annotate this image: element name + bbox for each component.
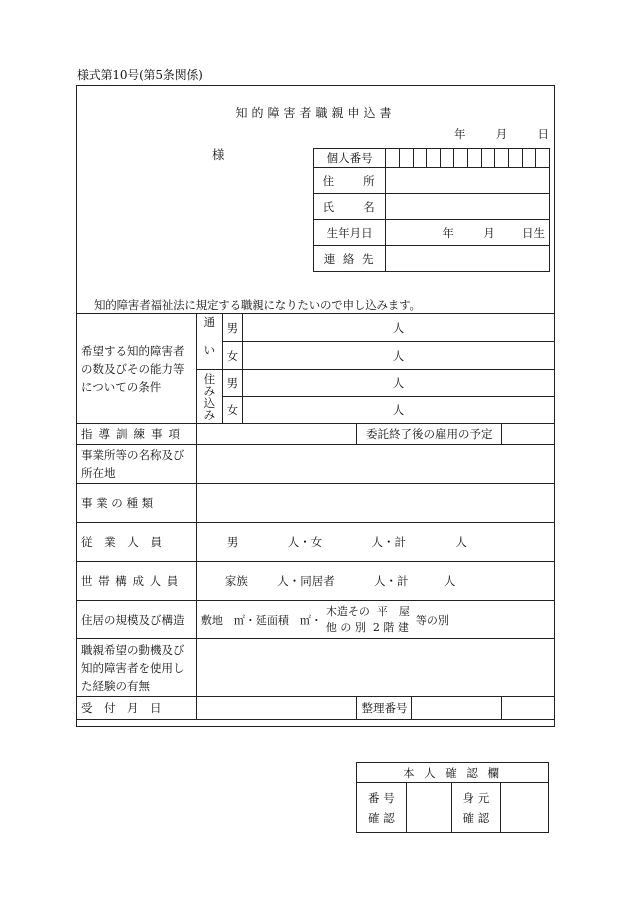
confirmation-title: 本 人 確 認 欄 (357, 763, 549, 783)
address-label: 住 所 (314, 168, 386, 194)
commute-female-label: 女 (222, 342, 242, 370)
personal-number-digit[interactable] (522, 149, 536, 168)
household-family: 家族 (224, 574, 248, 588)
reference-number-cell (357, 697, 502, 720)
address-field[interactable] (386, 168, 550, 194)
business-name-label: 事業所等の名称及び所在地 (77, 445, 197, 484)
applicant-info-table (313, 148, 550, 272)
household-persons-cohabitant: 人・同居者 (277, 574, 335, 588)
employees-persons-female: 人・女 (287, 535, 323, 549)
guidance-label: 指導訓練事項 (77, 424, 197, 445)
personal-number-digit[interactable] (508, 149, 522, 168)
identity-confirm-field[interactable] (501, 783, 549, 833)
identity-confirm-line-2: 確 認 (462, 810, 490, 825)
household-field[interactable] (196, 562, 554, 601)
received-date-label: 受 付 月 日 (77, 697, 197, 720)
business-name-field[interactable] (196, 445, 554, 484)
form-number-label: 様式第10号(第5条関係) (77, 68, 203, 82)
application-date (454, 126, 549, 142)
household-label: 世 帯 構 成 人 員 (77, 562, 197, 601)
employees-label: 従 業 人 員 (77, 523, 197, 562)
personal-number-digit[interactable] (399, 149, 413, 168)
application-statement: 知的障害者福祉法に規定する職親になりたいので申し込みます。 (94, 298, 421, 312)
residence-two-story: 2 階 建 (372, 620, 409, 634)
residence-distinction: 等の別 (415, 613, 449, 627)
addressee-suffix: 様 (212, 147, 225, 162)
day-label: 日 (537, 127, 549, 141)
identity-confirmation-box (356, 762, 549, 833)
month-label: 月 (495, 127, 508, 141)
birthdate-field[interactable] (386, 220, 550, 246)
employees-persons: 人 (455, 535, 467, 549)
business-type-label: 事 業 の 種 類 (77, 484, 197, 523)
guidance-field[interactable] (196, 424, 357, 445)
livein-male-persons[interactable]: 人 (242, 370, 554, 397)
identity-confirm-line-1: 身 元 (462, 790, 490, 805)
employment-after-field[interactable] (502, 424, 555, 445)
personal-number-digit[interactable] (495, 149, 509, 168)
employment-after-label: 委託終了後の雇用の予定 (357, 424, 502, 445)
conditions-label: 希望する知的障害者の数及びその能力等についての条件 (77, 314, 197, 424)
birth-month-label: 月 (483, 225, 495, 240)
commute-char-1: 通 (203, 315, 216, 329)
residence-site: 敷地 ㎡・延面積 ㎡・ (200, 613, 322, 627)
reference-number-extra[interactable] (502, 697, 555, 720)
personal-number-digit[interactable] (481, 149, 495, 168)
residence-label: 住居の規模及び構造 (77, 601, 197, 639)
birthdate-label: 生年月日 (314, 220, 386, 246)
number-confirm-line-2: 確 認 (368, 810, 395, 825)
reference-number-field[interactable] (412, 697, 501, 719)
livein-female-label: 女 (222, 397, 242, 424)
commute-male-label: 男 (222, 314, 242, 342)
residence-field[interactable] (196, 601, 554, 639)
residence-wooden: 木造その (325, 604, 370, 618)
livein-male-label: 男 (222, 370, 242, 397)
personal-number-digit[interactable] (386, 149, 400, 168)
motive-field[interactable] (196, 639, 554, 697)
reference-number-label: 整理番号 (357, 697, 412, 719)
contact-field[interactable] (386, 246, 550, 272)
commute-char-2: い (203, 343, 216, 357)
livein-label: 住み込み (196, 370, 222, 424)
name-field[interactable] (386, 194, 550, 220)
employees-field[interactable] (196, 523, 554, 562)
personal-number-digit[interactable] (440, 149, 454, 168)
commute-male-persons[interactable]: 人 (242, 314, 554, 342)
application-details-table (76, 313, 555, 720)
residence-flat: 平 屋 (376, 604, 410, 618)
commute-female-persons[interactable]: 人 (242, 342, 554, 370)
personal-number-digit[interactable] (536, 149, 550, 168)
livein-female-persons[interactable]: 人 (242, 397, 554, 424)
employees-male: 男 (226, 535, 239, 549)
household-persons: 人 (443, 574, 456, 588)
received-date-field[interactable] (196, 697, 357, 720)
contact-label: 連 絡 先 (314, 246, 386, 272)
business-type-field[interactable] (196, 484, 554, 523)
number-confirm-line-1: 番 号 (368, 790, 395, 805)
birth-year-label: 年 (442, 225, 454, 240)
personal-number-label: 個人番号 (314, 149, 386, 168)
identity-confirm-label (451, 783, 501, 833)
birth-day-label: 日生 (522, 225, 545, 240)
motive-label: 職親希望の動機及び知的障害者を使用した経験の有無 (77, 639, 197, 697)
residence-other: 他 の 別 (325, 620, 366, 634)
personal-number-digit[interactable] (413, 149, 427, 168)
year-label: 年 (454, 127, 466, 141)
number-confirm-label (357, 783, 407, 833)
commute-label (196, 314, 222, 370)
household-persons-total: 人・計 (374, 574, 409, 588)
name-label: 氏 名 (314, 194, 386, 220)
personal-number-digit[interactable] (454, 149, 468, 168)
form-title: 知的障害者職親申込書 (235, 106, 396, 120)
personal-number-digit[interactable] (468, 149, 482, 168)
number-confirm-field[interactable] (406, 783, 451, 833)
personal-number-digit[interactable] (427, 149, 441, 168)
employees-persons-total: 人・計 (371, 535, 407, 549)
